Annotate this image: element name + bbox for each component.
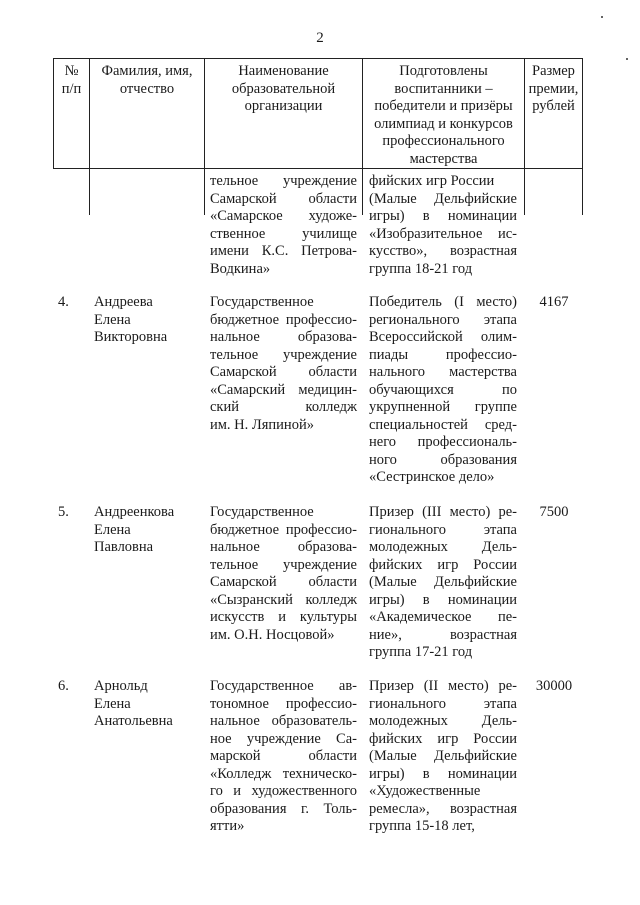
page-number: 2 (316, 30, 324, 46)
header-organization: Наименование образовательной организации (205, 59, 363, 169)
column-divider (89, 169, 90, 215)
bonus-amount: 4167 (539, 294, 569, 310)
bonus-amount: 7500 (539, 504, 569, 520)
header-award: Подготовлены воспитанники – победители и призёры олимпиад и конкурсов профессионального мастерства (363, 59, 525, 169)
table-header (53, 58, 583, 169)
column-divider (582, 169, 583, 215)
header-number: № п/п (54, 59, 90, 169)
award-description: Призер (III место) ре- гионального этапа молодежных Дель- фийских игр России (Малые Дельфийские игры) в номинации «Академическое пе- ние», возрастная группа 17-21 год (369, 504, 517, 660)
header-name: Фамилия, имя, отчество (90, 59, 205, 169)
continuation-award: фийских игр России (Малые Дельфийские игры) в номинации «Изобразительное ис- кусство», возрастная группа 18-21 год (369, 173, 517, 277)
recipient-name: Андреева Елена Викторовна (94, 294, 168, 345)
award-description: Победитель (I место) регионального этапа Всероссийской олим- пиады профессио- нального мастерства обучающихся по укрупненной группе специальностей сред- него профессиональ- ного образования «Сестринское дело» (369, 294, 517, 485)
organization: Государственное бюджетное профессио- нальное образова- тельное учреждение Самарской области «Сызранский колледж искусств и культуры им. О.Н. Носцовой» (210, 504, 357, 643)
organization: Государственное ав- тономное профессио- нальное образователь- ное учреждение Са- марской области «Колледж техническо- го и художественного образования г. Толь- ятти» (210, 678, 357, 834)
column-divider (204, 169, 205, 215)
recipient-name: Арнольд Елена Анатольевна (94, 678, 173, 729)
row-number: 5. (58, 504, 69, 520)
recipient-name: Андреенкова Елена Павловна (94, 504, 175, 555)
column-divider (362, 169, 363, 215)
scan-speck (626, 58, 628, 60)
bonus-amount: 30000 (535, 678, 573, 694)
scan-speck (601, 16, 603, 18)
continuation-org: тельное учреждение Самарской области «Самарское художе- ственное училище имени К.С. Петрова- Водкина» (210, 173, 357, 277)
row-number: 6. (58, 678, 69, 694)
column-divider (524, 169, 525, 215)
header-amount: Размер премии, рублей (525, 59, 583, 169)
award-description: Призер (II место) ре- гионального этапа молодежных Дель- фийских игр России (Малые Дельфийские игры) в номинации «Художественные ремесла», возрастная группа 15-18 лет, (369, 678, 517, 834)
row-number: 4. (58, 294, 69, 310)
organization: Государственное бюджетное профессио- нальное образова- тельное учреждение Самарской области «Самарский медицин- ский колледж им. Н. Ляпиной» (210, 294, 357, 433)
